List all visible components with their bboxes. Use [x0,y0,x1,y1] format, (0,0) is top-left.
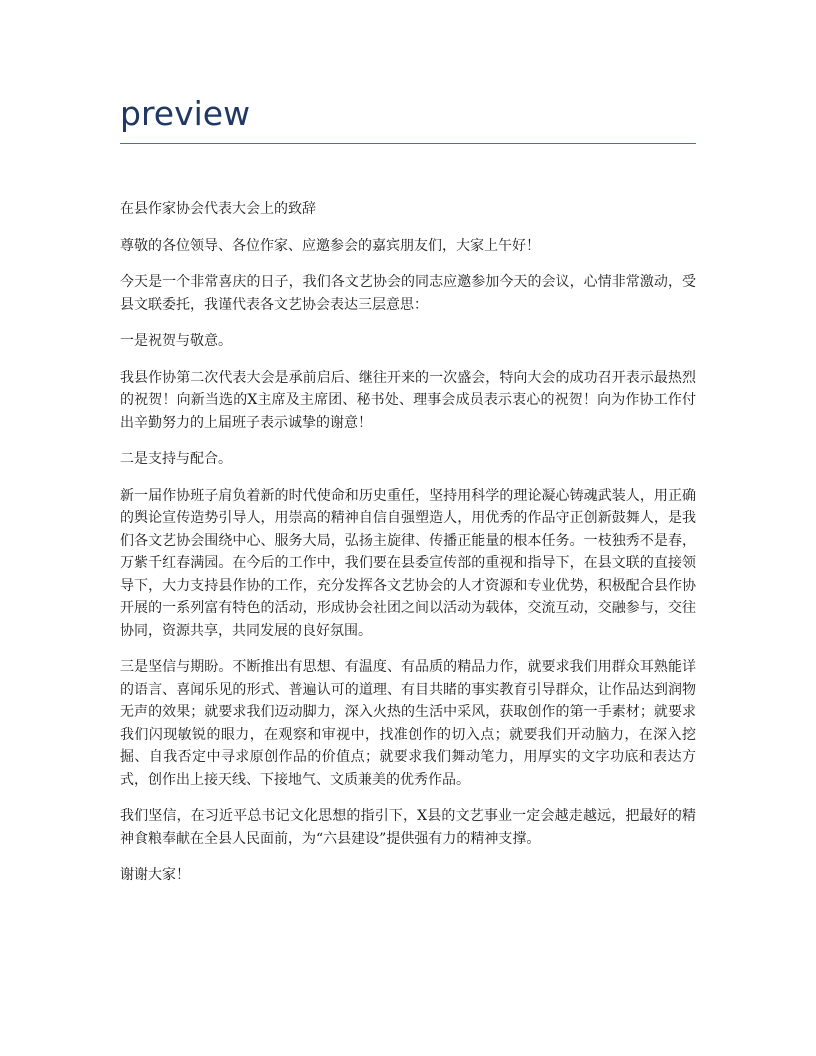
closing-thanks: 谢谢大家！ [120,867,190,883]
document-body [120,198,696,901]
title-divider [120,143,696,144]
document-title: preview [120,94,251,133]
point-one-paragraph: 我县作协第二次代表大会是承前启后、继往开来的一次盛会，特向大会的成功召开表示最热烈的祝贺！向新当选的X主席及主席团、秘书处、理事会成员表示衷心的祝贺！向为作协工作付出辛勤努力的上届班子表示诚挚的谢意！ [120,369,696,431]
intro-paragraph: 今天是一个非常喜庆的日子，我们各文艺协会的同志应邀参加今天的会议，心情非常激动，受县文联委托，我谨代表各文艺协会表达三层意思： [120,274,696,313]
point-three-paragraph: 三是坚信与期盼。不断推出有思想、有温度、有品质的精品力作，就要求我们用群众耳熟能详的语言、喜闻乐见的形式、普遍认可的道理、有目共睹的事实教育引导群众，让作品达到润物无声的效果；就要求我们迈动脚力，深入火热的生活中采风，获取创作的第一手素材；就要求我们闪现敏锐的眼力，在观察和审视中，找准创作的切入点；就要我们开动脑力，在深入挖掘、自我否定中寻求原创作品的价值点；就要求我们舞动笔力，用厚实的文字功底和表达方式，创作出上接天线、下接地气、文质兼美的优秀作品。 [120,659,696,788]
greeting-paragraph: 尊敬的各位领导、各位作家、应邀参会的嘉宾朋友们，大家上午好！ [120,237,540,254]
speech-heading: 在县作家协会代表大会上的致辞 [120,201,316,217]
point-one-heading: 一是祝贺与敬意。 [120,333,232,349]
point-two-paragraph: 新一届作协班子肩负着新的时代使命和历史重任，坚持用科学的理论凝心铸魂武装人，用正确的舆论宣传造势引导人，用崇高的精神自信自强塑造人，用优秀的作品守正创新鼓舞人，是我们各文艺协会围绕中心、服务大局，弘扬主旋律、传播正能量的根本任务。一枝独秀不是春，万紫千红春满园。在今后的工作中，我们要在县委宣传部的重视和指导下，在县文联的直接领导下，大力支持县作协的工作，充分发挥各文艺协会的人才资源和专业优势，积极配合县作协开展的一系列富有特色的活动，形成协会社团之间以活动为载体，交流互动，交融参与，交往协同，资源共享，共同发展的良好氛围。 [120,487,696,639]
point-two-heading: 二是支持与配合。 [120,451,232,467]
conclusion-paragraph: 我们坚信，在习近平总书记文化思想的指引下，X县的文艺事业一定会越走越远，把最好的精神食粮奉献在全县人民面前，为“六县建设”提供强有力的精神支撑。 [120,808,696,847]
